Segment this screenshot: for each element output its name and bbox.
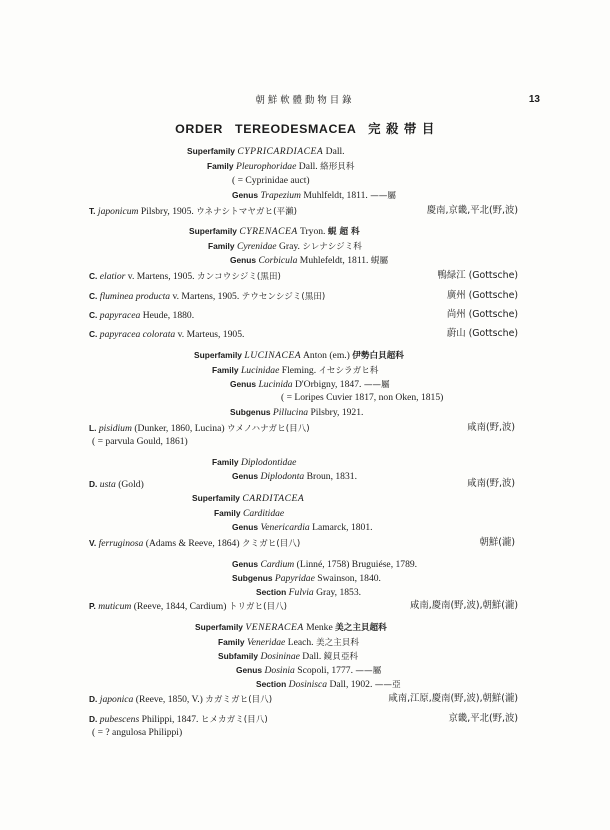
taxon-author: (Linné, 1758) Bruguiése, 1789.	[296, 559, 418, 570]
species-author: v. Martens, 1905.	[127, 271, 195, 282]
family-line	[212, 456, 296, 469]
rank-label: Genus	[236, 665, 263, 675]
taxon-author: Muhlefeldt, 1811.	[299, 255, 369, 266]
synonym-line: ( = Cyprinidae auct)	[232, 175, 310, 186]
taxon-author: Dall.	[302, 651, 322, 662]
taxon-author: Pilsbry, 1921.	[310, 407, 364, 418]
species-line	[89, 713, 268, 726]
rank-label: Superfamily	[189, 226, 237, 236]
order-title	[0, 123, 610, 135]
taxon-name: LUCINACEA	[244, 350, 302, 361]
synonym-line: ( = ? angulosa Philippi)	[92, 727, 183, 738]
taxon-name: Carditidae	[242, 508, 285, 519]
species-line	[89, 270, 281, 283]
taxon-name: Cardium	[260, 559, 295, 570]
species-locality: 朝鮮(瀧)	[479, 537, 515, 548]
section-line	[256, 586, 361, 599]
taxon-name: Lucinidae	[240, 365, 280, 376]
family-line	[208, 240, 362, 253]
taxon-name: Diplodontidae	[240, 457, 297, 468]
species-jp-name: トリガヒ(目八)	[228, 602, 288, 612]
species-author: v. Marteus, 1905.	[177, 329, 245, 340]
taxon-jp-name: ——屬	[370, 191, 396, 201]
taxon-author: Swainson, 1840.	[317, 573, 381, 584]
genus-line	[230, 254, 388, 267]
species-abbr: D.	[89, 694, 98, 704]
taxon-author: Dall, 1902.	[329, 679, 373, 690]
species-epithet: pisidium	[98, 423, 132, 434]
taxon-jp-name: 美之主貝科	[315, 638, 359, 648]
taxon-author: Lamarck, 1801.	[312, 522, 373, 533]
species-line	[89, 328, 244, 341]
taxon-name: Pleurophoridae	[235, 161, 297, 172]
taxon-jp-name: 鏡貝亞科	[323, 652, 359, 662]
taxon-author: Gray, 1853.	[316, 587, 362, 598]
species-line	[89, 422, 310, 435]
family-line	[207, 160, 354, 173]
order-name: TEREODESMACEA	[235, 122, 356, 136]
species-abbr: C.	[89, 329, 98, 339]
species-epithet: japonica	[99, 694, 134, 705]
species-locality: 咸南(野,波)	[467, 478, 515, 489]
taxon-name: CYPRICARDIACEA	[237, 146, 324, 157]
rank-label: Superfamily	[192, 493, 240, 503]
species-epithet: fluminea producta	[99, 291, 171, 302]
species-locality: 京畿,平北(野,波)	[448, 713, 518, 724]
taxon-name: Fulvia	[288, 587, 314, 598]
genus-line	[236, 664, 381, 677]
taxon-name: CARDITACEA	[242, 493, 305, 504]
species-abbr: C.	[89, 271, 98, 281]
rank-label: Family	[212, 365, 239, 375]
taxon-author: Leach.	[287, 637, 314, 648]
species-jp-name: クミガヒ(目八)	[241, 539, 301, 549]
taxon-jp-name: 伊勢白貝超科	[352, 351, 404, 361]
rank-label: Subgenus	[230, 407, 271, 417]
taxon-author: Muhlfeldt, 1811.	[303, 190, 368, 201]
taxon-name: Papyridae	[274, 573, 315, 584]
page-number: 13	[528, 94, 540, 105]
rank-label: Section	[256, 679, 287, 689]
superfamily-line	[192, 492, 304, 505]
species-line	[89, 309, 194, 322]
species-abbr: D.	[89, 714, 98, 724]
superfamily-line	[194, 349, 404, 362]
taxon-author: Menke	[306, 622, 333, 633]
taxon-jp-name: ——亞	[374, 680, 401, 690]
rank-label: Genus	[232, 190, 259, 200]
species-epithet: elatior	[99, 271, 126, 282]
species-author: (Dunker, 1860, Lucina)	[134, 423, 225, 434]
species-locality: 尚州 (Gottsche)	[446, 309, 518, 320]
section-line	[256, 678, 401, 691]
family-line	[214, 507, 284, 520]
species-epithet: muticum	[98, 601, 132, 612]
order-label: ORDER	[175, 122, 223, 136]
taxon-name: VENERACEA	[245, 622, 304, 633]
species-epithet: pubescens	[99, 714, 140, 725]
rank-label: Genus	[232, 522, 259, 532]
species-author: Philippi, 1847.	[141, 714, 199, 725]
species-epithet: ferruginosa	[98, 538, 144, 549]
species-author: (Gold)	[118, 479, 144, 490]
rank-label: Subfamily	[218, 651, 259, 661]
species-jp-name: ウネナシトマヤガヒ(平瀨)	[196, 207, 298, 217]
genus-line	[232, 558, 417, 571]
rank-label: Subgenus	[232, 573, 273, 583]
taxon-name: Veneridae	[246, 637, 286, 648]
synonym-line: ( = parvula Gould, 1861)	[92, 436, 188, 447]
order-jp-name: 完 殺 帯 目	[368, 121, 435, 136]
rank-label: Family	[218, 637, 245, 647]
taxon-jp-name: 蜆屬	[370, 256, 389, 266]
family-line	[212, 364, 378, 377]
taxon-author: Gray.	[278, 241, 300, 252]
species-abbr: L.	[89, 423, 97, 433]
family-line	[218, 636, 359, 649]
species-jp-name: カガミガヒ(目八)	[205, 695, 273, 705]
rank-label: Section	[256, 587, 287, 597]
species-locality: 慶南,京畿,平北(野,波)	[426, 205, 518, 216]
rank-label: Superfamily	[194, 350, 242, 360]
species-locality: 咸南,慶南(野,波),朝鮮(瀧)	[410, 600, 518, 611]
species-jp-name: ヒメカガミ(目八)	[200, 715, 268, 725]
taxon-name: Pillucina	[272, 407, 309, 418]
genus-line	[232, 189, 396, 202]
genus-line	[232, 521, 373, 534]
taxon-jp-name: 蜆 超 科	[327, 227, 360, 237]
species-line	[89, 205, 297, 218]
taxon-name: Diplodonta	[260, 471, 305, 482]
species-jp-name: ウメノハナガヒ(目八)	[226, 424, 310, 434]
taxon-author: Scopoli, 1777.	[297, 665, 353, 676]
species-abbr: T.	[89, 206, 96, 216]
species-line	[89, 290, 325, 303]
taxon-author: Dall.	[298, 161, 318, 172]
taxon-name: Corbicula	[258, 255, 298, 266]
rank-label: Superfamily	[187, 146, 235, 156]
taxon-name: Dosinia	[264, 665, 295, 676]
genus-line	[232, 470, 357, 483]
rank-label: Genus	[230, 379, 257, 389]
taxon-name: Lucinida	[258, 379, 293, 390]
species-locality: 鴨緑江 (Gottsche)	[437, 270, 518, 281]
species-author: (Reeve, 1844, Cardium)	[133, 601, 227, 612]
species-locality: 廣州 (Gottsche)	[446, 290, 518, 301]
species-author: (Reeve, 1850, V.)	[135, 694, 203, 705]
taxon-author: Fleming.	[281, 365, 317, 376]
taxon-author: D'Orbigny, 1847.	[295, 379, 362, 390]
species-line	[89, 537, 300, 550]
species-line	[89, 600, 287, 613]
species-author: Pilsbry, 1905.	[140, 206, 194, 217]
rank-label: Genus	[232, 559, 259, 569]
rank-label: Family	[207, 161, 234, 171]
taxon-name: Dosininae	[260, 651, 300, 662]
taxon-name: Cyrenidae	[236, 241, 277, 252]
taxon-author: Tryon.	[299, 226, 326, 237]
species-abbr: C.	[89, 291, 98, 301]
species-locality: 咸南(野,波)	[467, 422, 515, 433]
superfamily-line	[195, 621, 387, 634]
subfamily-line	[218, 650, 358, 663]
rank-label: Family	[214, 508, 241, 518]
taxon-jp-name: イセシラガヒ科	[318, 366, 379, 376]
taxon-jp-name: 絡形貝科	[320, 162, 355, 172]
species-abbr: D.	[89, 479, 98, 489]
species-locality: 蔚山 (Gottsche)	[446, 328, 518, 339]
species-epithet: usta	[99, 479, 116, 490]
species-epithet: papyracea	[99, 310, 141, 321]
taxon-author: Dall.	[325, 146, 345, 157]
species-author: Heude, 1880.	[142, 310, 195, 321]
taxon-name: CYRENACEA	[239, 226, 298, 237]
running-title: 朝鮮軟體動物目錄	[255, 95, 355, 106]
species-author: (Adams & Reeve, 1864)	[145, 538, 240, 549]
taxon-name: Venericardia	[260, 522, 310, 533]
rank-label: Genus	[232, 471, 259, 481]
species-line	[89, 693, 272, 706]
rank-label: Family	[208, 241, 235, 251]
taxon-jp-name: ——屬	[363, 380, 390, 390]
species-jp-name: カンコウシジミ(黒田)	[196, 272, 281, 282]
species-line	[89, 478, 144, 491]
species-jp-name: テウセンシジミ(黒田)	[241, 292, 326, 302]
rank-label: Family	[212, 457, 239, 467]
synonym-line: ( = Loripes Cuvier 1817, non Oken, 1815)	[281, 392, 444, 403]
taxon-name: Trapezium	[260, 190, 301, 201]
species-abbr: V.	[89, 538, 97, 548]
subgenus-line	[230, 406, 363, 419]
taxon-jp-name: シレナシジミ科	[302, 242, 362, 252]
taxon-jp-name: 美之主貝超科	[335, 623, 387, 633]
taxon-author: Anton (em.)	[302, 350, 350, 361]
species-locality: 咸南,江原,慶南(野,波),朝鮮(瀧)	[388, 693, 518, 704]
species-epithet: japonicum	[97, 206, 139, 217]
species-author: v. Martens, 1905.	[172, 291, 240, 302]
subgenus-line	[232, 572, 381, 585]
rank-label: Superfamily	[195, 622, 243, 632]
taxon-jp-name: ——屬	[355, 666, 382, 676]
taxon-name: Dosinisca	[288, 679, 328, 690]
superfamily-line	[189, 225, 360, 238]
species-epithet: papyracea colorata	[99, 329, 176, 340]
species-abbr: C.	[89, 310, 98, 320]
superfamily-line	[187, 145, 345, 158]
genus-line	[230, 378, 390, 391]
species-abbr: P.	[89, 601, 96, 611]
taxon-author: Broun, 1831.	[306, 471, 357, 482]
rank-label: Genus	[230, 255, 257, 265]
